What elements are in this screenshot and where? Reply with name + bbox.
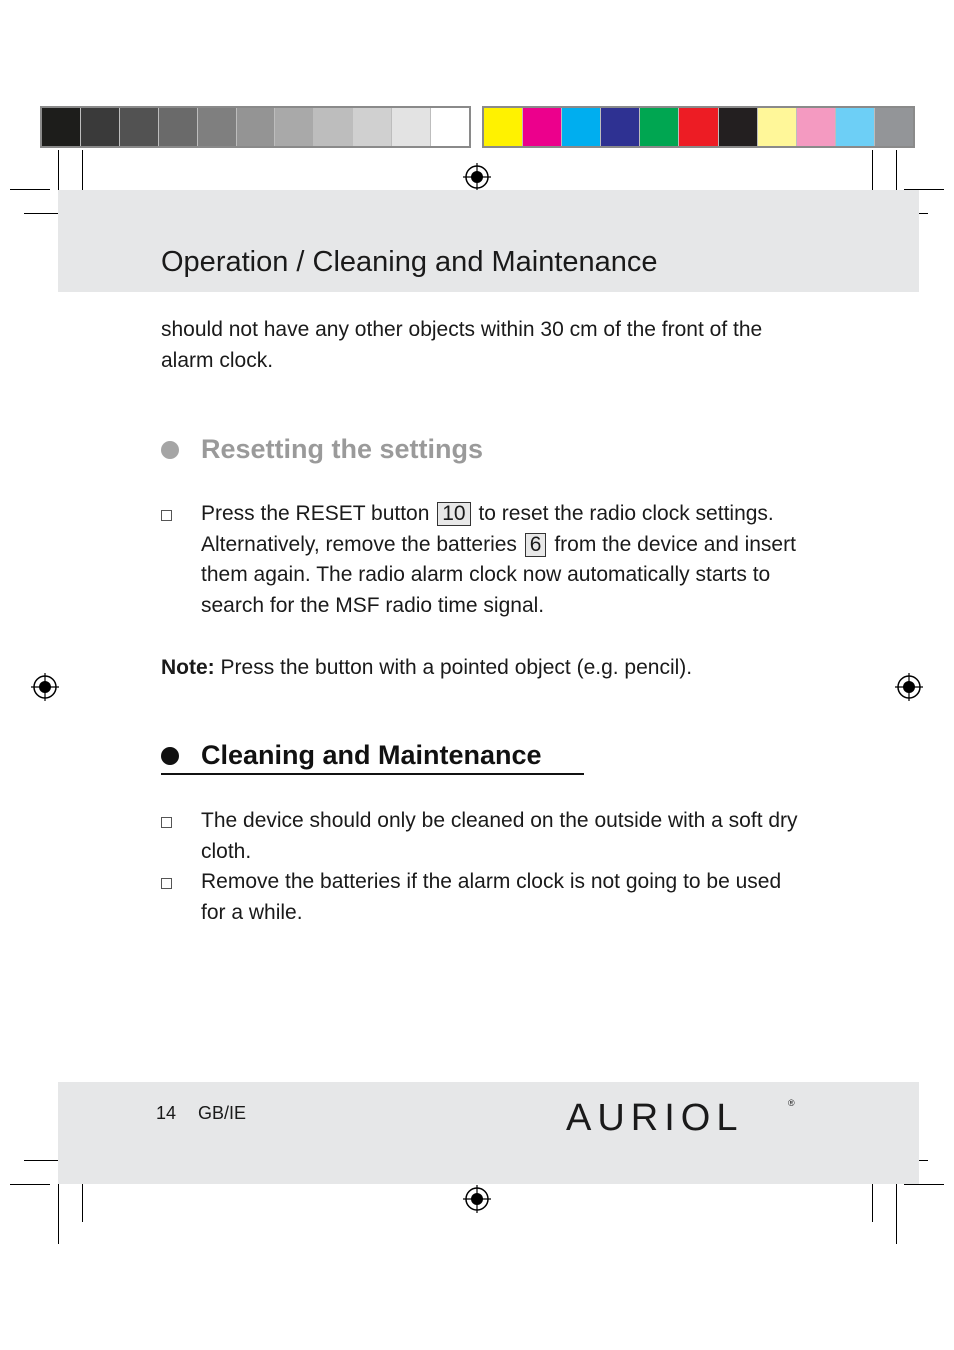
color-swatch bbox=[562, 108, 601, 146]
color-swatch bbox=[392, 108, 431, 146]
registered-mark: ® bbox=[788, 1098, 795, 1108]
crop-mark bbox=[904, 1184, 944, 1185]
color-swatch bbox=[431, 108, 469, 146]
bullet-dot-icon bbox=[161, 441, 179, 459]
registration-mark-icon bbox=[30, 672, 60, 702]
note-label: Note: bbox=[161, 656, 215, 679]
color-swatch bbox=[719, 108, 758, 146]
color-swatch bbox=[42, 108, 81, 146]
cleaning-instruction: The device should only be cleaned on the outside with a soft dry cloth. bbox=[201, 809, 798, 863]
crop-mark bbox=[82, 150, 83, 194]
checkbox-bullet-icon bbox=[161, 510, 172, 521]
color-swatch bbox=[836, 108, 875, 146]
reset-instruction: Press the RESET button 10 to reset the radio clock settings. Alternatively, remove the batteries 6 from the device and insert them again. The radio alarm clock now automatically starts to search for the MSF radio time signal. bbox=[201, 502, 796, 617]
heading-underline bbox=[161, 773, 584, 775]
registration-mark-icon bbox=[462, 1184, 492, 1214]
note bbox=[161, 653, 692, 683]
list-item bbox=[161, 867, 801, 928]
color-swatch bbox=[81, 108, 120, 146]
auriol-logo bbox=[566, 1094, 796, 1138]
crop-mark bbox=[872, 150, 873, 194]
list-item bbox=[161, 499, 801, 621]
color-swatch bbox=[679, 108, 718, 146]
crop-mark bbox=[82, 1178, 83, 1222]
color-swatch bbox=[601, 108, 640, 146]
crop-mark bbox=[58, 1178, 59, 1244]
bullet-dot-icon bbox=[161, 747, 179, 765]
color-swatch bbox=[640, 108, 679, 146]
registration-mark-icon bbox=[894, 672, 924, 702]
crop-mark bbox=[896, 150, 897, 194]
list-item bbox=[161, 806, 801, 867]
checkbox-bullet-icon bbox=[161, 817, 172, 828]
color-swatch bbox=[314, 108, 353, 146]
color-swatch bbox=[797, 108, 836, 146]
region-code: GB/IE bbox=[198, 1103, 247, 1123]
page-number: 14 bbox=[156, 1103, 177, 1123]
color-swatch bbox=[198, 108, 237, 146]
color-swatch bbox=[159, 108, 198, 146]
process-color-bar bbox=[482, 106, 915, 148]
color-swatch bbox=[275, 108, 314, 146]
crop-mark bbox=[10, 1184, 50, 1185]
color-swatch bbox=[484, 108, 523, 146]
crop-mark bbox=[896, 1178, 897, 1244]
color-swatch bbox=[353, 108, 392, 146]
grayscale-color-bar bbox=[40, 106, 471, 148]
checkbox-bullet-icon bbox=[161, 878, 172, 889]
cleaning-section-heading bbox=[161, 740, 542, 771]
cleaning-instruction: Remove the batteries if the alarm clock is not going to be used for a while. bbox=[201, 870, 782, 924]
cleaning-heading-text: Cleaning and Maintenance bbox=[201, 740, 542, 770]
crop-mark bbox=[872, 1178, 873, 1222]
color-swatch bbox=[875, 108, 913, 146]
reset-heading-text: Resetting the settings bbox=[201, 434, 484, 464]
registration-mark-icon bbox=[462, 162, 492, 192]
crop-mark bbox=[10, 189, 50, 190]
part-reference-badge: 6 bbox=[525, 533, 547, 557]
color-swatch bbox=[758, 108, 797, 146]
color-swatch bbox=[237, 108, 276, 146]
part-reference-badge: 10 bbox=[437, 502, 470, 526]
logo-text: AURIOL bbox=[566, 1097, 744, 1138]
crop-mark bbox=[58, 150, 59, 194]
color-swatch bbox=[120, 108, 159, 146]
page-title: Operation / Cleaning and Maintenance bbox=[161, 246, 658, 278]
color-swatch bbox=[523, 108, 562, 146]
note-text: Press the button with a pointed object (e.g. pencil). bbox=[220, 656, 693, 679]
reset-section-heading bbox=[161, 434, 483, 465]
intro-paragraph: should not have any other objects within 30 cm of the front of the alarm clock. bbox=[161, 318, 763, 372]
